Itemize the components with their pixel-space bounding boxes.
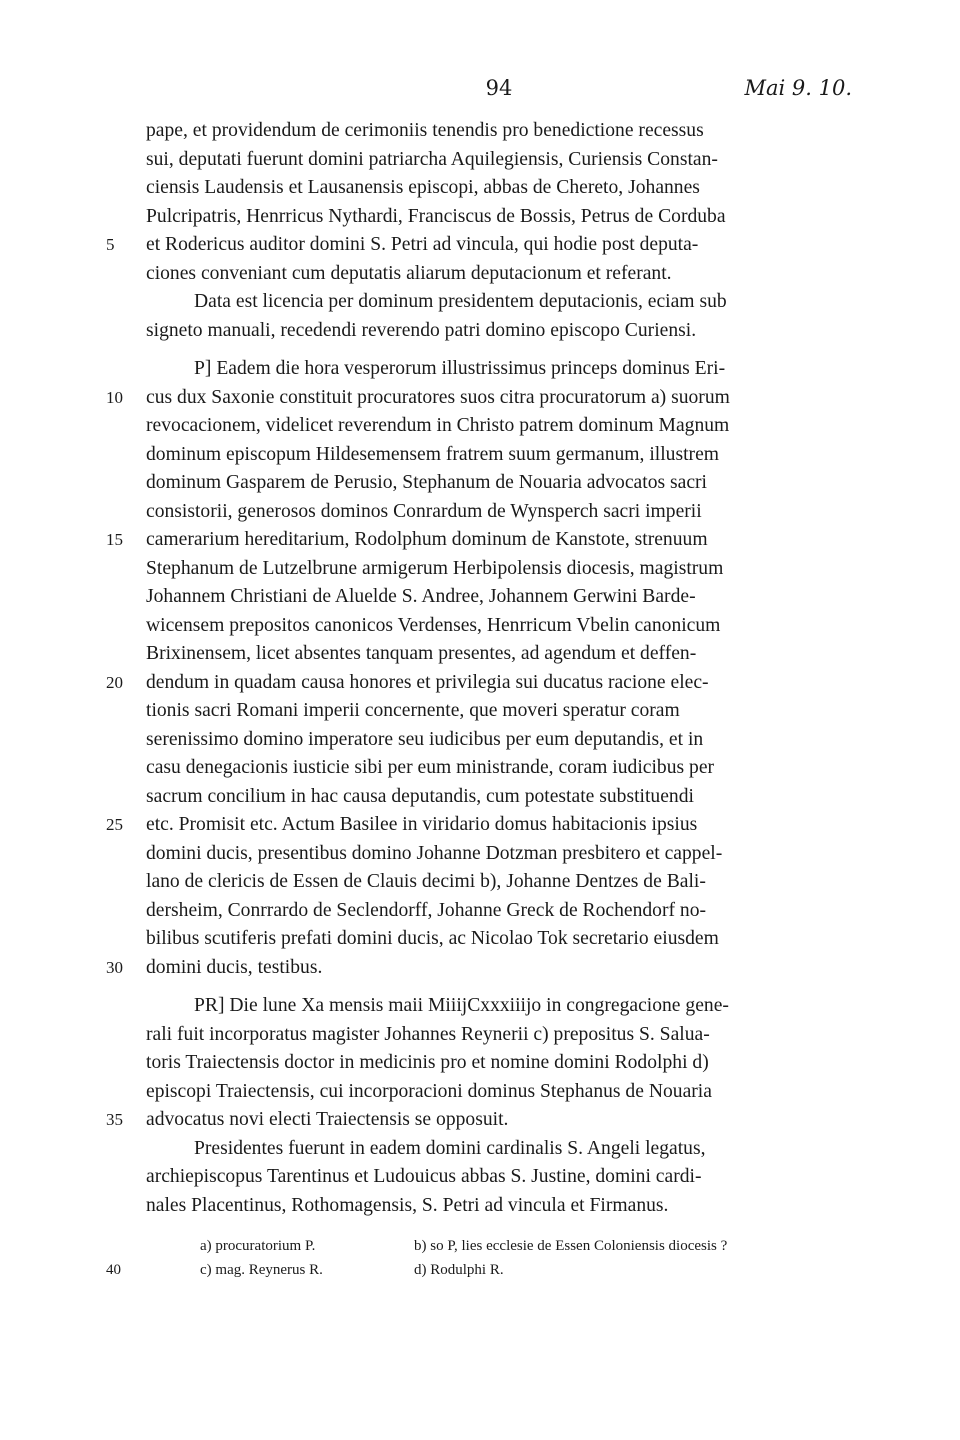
line-text: consistorii, generosos dominos Conrardum de Wynsperch sacri imperii	[146, 500, 702, 522]
line-text: lano de clericis de Essen de Clauis decimi b), Johanne Dentzes de Bali-	[146, 871, 706, 892]
page-number: 94	[485, 76, 513, 100]
line-text: rali fuit incorporatus magister Johannes Reynerii c) prepositus S. Salua-	[146, 1023, 710, 1045]
text-line	[146, 783, 852, 812]
text-line	[146, 925, 852, 954]
footnote-line	[106, 1258, 852, 1282]
text-line	[146, 1163, 852, 1192]
line-number: 20	[106, 672, 123, 692]
line-text: signeto manuali, recedendi reverendo patri domino episcopo Curiensi.	[146, 319, 697, 341]
line-text: ciones conveniant cum deputatis aliarum deputacionum et referant.	[146, 262, 672, 284]
line-text: sacrum concilium in hac causa deputandis, cum potestate substituendi	[146, 785, 694, 807]
text-line	[146, 697, 852, 726]
line-text: pape, et providendum de cerimoniis tenendis pro benedictione recessus	[146, 120, 704, 141]
line-text: serenissimo domino imperatore seu iudicibus per eum deputandis, et in	[146, 728, 704, 750]
line-text: P] Eadem die hora vesperorum illustrissimus princeps dominus Eri-	[194, 358, 726, 379]
text-line	[146, 612, 852, 641]
line-number: 25	[106, 815, 123, 834]
text-line	[146, 441, 852, 470]
line-text: et Rodericus auditor domini S. Petri ad vincula, qui hodie post deputa-	[146, 234, 699, 255]
text-line	[106, 231, 852, 260]
line-number: 15	[106, 530, 123, 549]
paragraph-gap	[146, 345, 852, 355]
running-head: Mai 9. 10.	[744, 76, 852, 100]
line-number: 40	[106, 1262, 121, 1278]
line-text: toris Traiectensis doctor in medicinis pro et nomine domini Rodolphi d)	[146, 1052, 709, 1073]
page-header	[146, 76, 852, 108]
footnote-line	[146, 1234, 852, 1258]
text-line	[146, 1078, 852, 1107]
text-line	[146, 1192, 852, 1221]
line-text: Johannem Christiani de Aluelde S. Andree, Johannem Gerwini Barde-	[146, 586, 696, 607]
text-line	[146, 555, 852, 584]
line-text: dendum in quadam causa honores et privilegia sui ducatus racione elec-	[146, 671, 709, 693]
line-text: cus dux Saxonie constituit procuratores suos citra procuratorum a) suorum	[146, 386, 730, 408]
text-line	[146, 317, 852, 346]
footnote: c) mag. Reynerus R.	[200, 1262, 323, 1278]
text-line	[146, 412, 852, 441]
line-text: PR] Die lune Xa mensis maii MiiijCxxxiiijo in congregacione gene-	[194, 995, 729, 1016]
text-line	[146, 498, 852, 527]
text-line	[146, 203, 852, 232]
text-line	[106, 669, 852, 698]
text-line	[106, 1106, 852, 1135]
line-text: dominum episcopum Hildesemensem fratrem suum germanum, illustrem	[146, 443, 720, 465]
text-line	[106, 954, 852, 983]
line-text: domini ducis, presentibus domino Johanne Dotzman presbitero et cappel-	[146, 842, 723, 864]
line-text: wicensem prepositos canonicos Verdenses, Henrricum Vbelin canonicum	[146, 614, 721, 636]
paragraph-gap	[146, 982, 852, 992]
footnote: d) Rodulphi R.	[414, 1262, 504, 1278]
line-text: Data est licencia per dominum presidentem deputacionis, eciam sub	[194, 291, 727, 312]
text-line	[146, 868, 852, 897]
line-number: 30	[106, 957, 123, 977]
text-line	[146, 840, 852, 869]
text-line	[146, 583, 852, 612]
text-line	[106, 384, 852, 413]
text-line	[146, 146, 852, 175]
text-line	[146, 469, 852, 498]
line-text: bilibus scutiferis prefati domini ducis, ac Nicolao Tok secretario eiusdem	[146, 928, 719, 949]
text-line	[146, 260, 852, 289]
body-text	[106, 117, 852, 1282]
footnotes	[106, 1234, 852, 1282]
footnote: a) procuratorium P.	[200, 1238, 316, 1254]
text-line	[146, 1021, 852, 1050]
line-text: casu denegacionis iusticie sibi per eum ministrande, coram iudicibus per	[146, 757, 715, 778]
footnote: b) so P, lies ecclesie de Essen Coloniensis diocesis ?	[414, 1238, 728, 1254]
line-number: 5	[106, 235, 115, 254]
line-number: 10	[106, 387, 123, 407]
text-line	[146, 1135, 852, 1164]
line-text: dominum Gasparem de Perusio, Stephanum de Nouaria advocatos sacri	[146, 472, 707, 493]
line-number: 35	[106, 1110, 123, 1129]
text-line	[146, 640, 852, 669]
text-line	[146, 992, 852, 1021]
text-line	[146, 726, 852, 755]
line-text: dersheim, Conrrardo de Seclendorff, Johanne Greck de Rochendorf no-	[146, 899, 707, 921]
line-text: camerarium hereditarium, Rodolphum dominum de Kanstote, strenuum	[146, 529, 708, 550]
line-text: nales Placentinus, Rothomagensis, S. Petri ad vincula et Firmanus.	[146, 1194, 669, 1216]
line-text: sui, deputati fuerunt domini patriarcha Aquilegiensis, Curiensis Constan-	[146, 148, 718, 170]
line-text: Presidentes fuerunt in eadem domini cardinalis S. Angeli legatus,	[194, 1137, 706, 1159]
line-text: tionis sacri Romani imperii concernente, que moveri speratur coram	[146, 700, 680, 721]
text-line	[146, 1049, 852, 1078]
text-line	[146, 897, 852, 926]
line-text: archiepiscopus Tarentinus et Ludouicus abbas S. Justine, domini cardi-	[146, 1166, 702, 1187]
line-text: episcopi Traiectensis, cui incorporacioni dominus Stephanus de Nouaria	[146, 1080, 712, 1102]
line-text: ciensis Laudensis et Lausanensis episcopi, abbas de Chereto, Johannes	[146, 177, 700, 198]
line-text: domini ducis, testibus.	[146, 956, 323, 978]
line-text: revocacionem, videlicet reverendum in Christo patrem dominum Magnum	[146, 415, 730, 436]
line-text: advocatus novi electi Traiectensis se opposuit.	[146, 1109, 509, 1130]
line-text: Stephanum de Lutzelbrune armigerum Herbipolensis diocesis, magistrum	[146, 557, 724, 579]
text-line	[106, 811, 852, 840]
text-line	[146, 754, 852, 783]
text-line	[146, 117, 852, 146]
line-text: etc. Promisit etc. Actum Basilee in viridario domus habitacionis ipsius	[146, 814, 698, 835]
text-line	[106, 526, 852, 555]
line-text: Brixinensem, licet absentes tanquam presentes, ad agendum et deffen-	[146, 643, 697, 664]
text-line	[146, 288, 852, 317]
text-line	[146, 355, 852, 384]
line-text: Pulcripatris, Henrricus Nythardi, Franciscus de Bossis, Petrus de Corduba	[146, 205, 726, 227]
text-line	[146, 174, 852, 203]
